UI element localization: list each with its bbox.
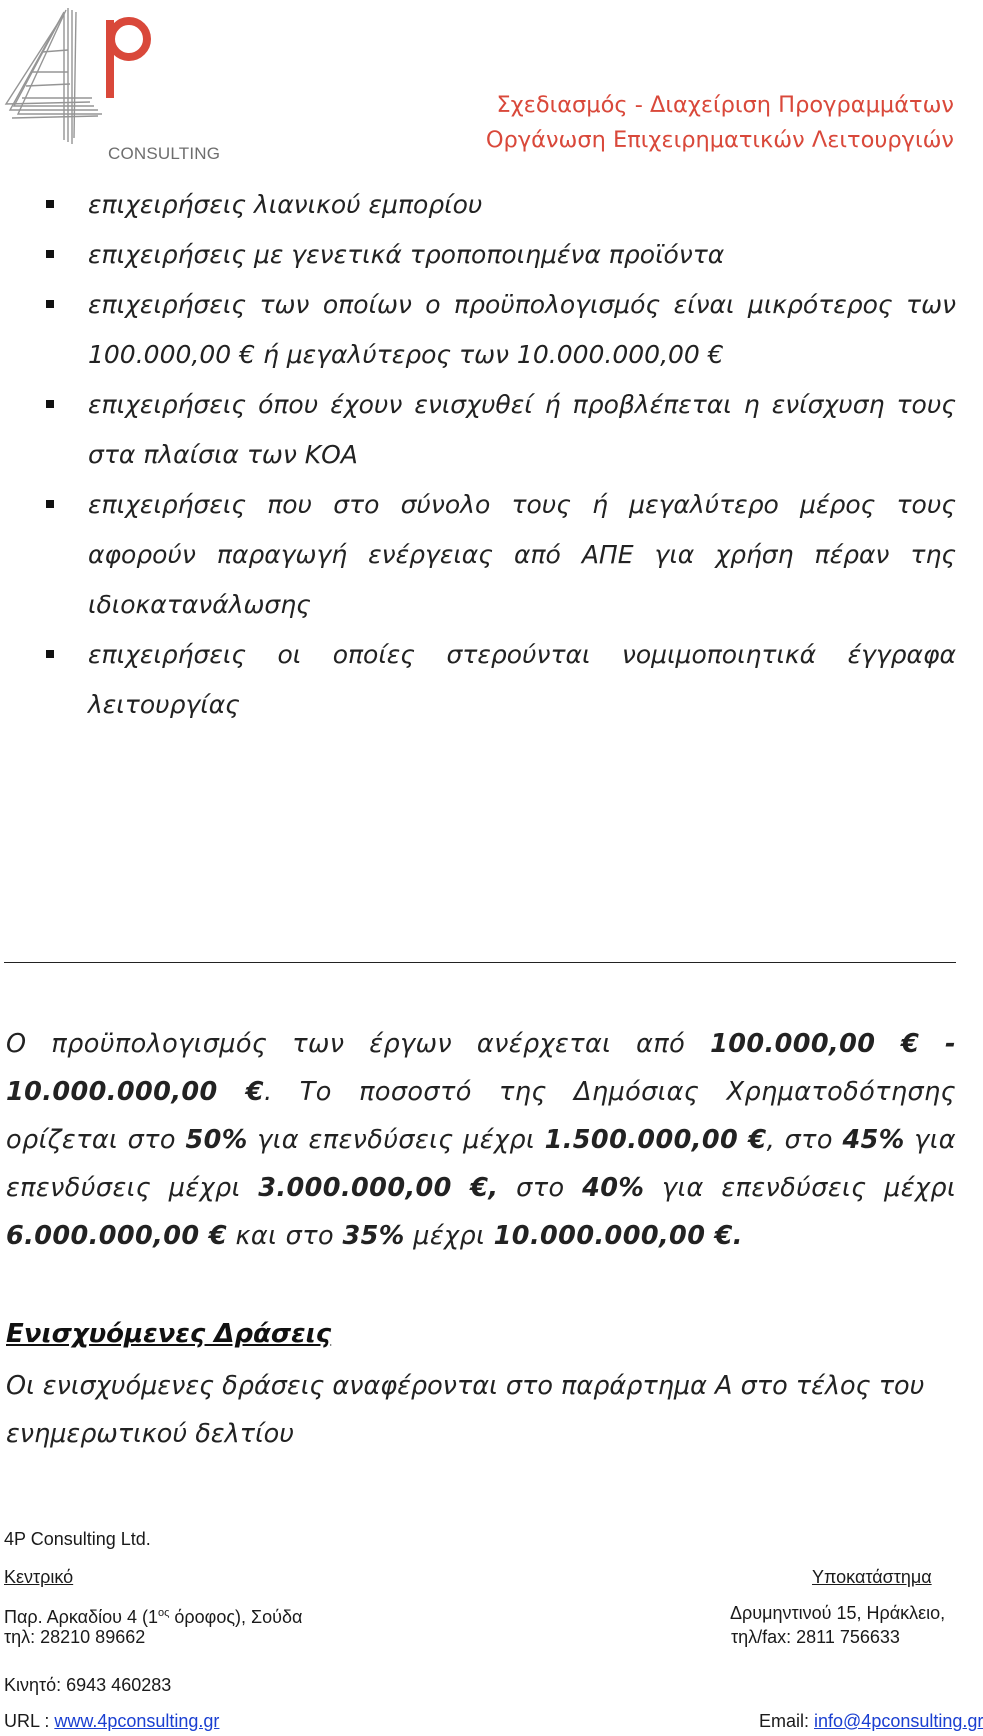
list-item: επιχειρήσεις λιανικού εμπορίου xyxy=(40,180,956,230)
footer-company: 4P Consulting Ltd. xyxy=(4,1529,151,1549)
bullet-square-icon xyxy=(46,250,54,258)
bullet-square-icon xyxy=(46,650,54,658)
list-item: επιχειρήσεις που στο σύνολο τους ή μεγαλύτερο μέρος τους αφορούν παραγωγή ενέργειας από ΑΠΕ για χρήση πέραν της ιδιοκατανάλωσης xyxy=(40,480,956,630)
website-link[interactable]: www.4pconsulting.gr xyxy=(54,1711,220,1731)
footer-url: URL : www.4pconsulting.gr xyxy=(4,1711,220,1731)
footer-hq-label: Κεντρικό xyxy=(4,1567,74,1587)
list-item: επιχειρήσεις όπου έχουν ενισχυθεί ή προβλέπεται η ενίσχυση τους στα πλαίσια των ΚΟΑ xyxy=(40,380,956,480)
footer-branch-address: Δρυμηντινού 15, Ηράκλειο, xyxy=(730,1603,946,1623)
bullet-square-icon xyxy=(46,500,54,508)
footer-branch-phone: τηλ/fax: 2811 756633 xyxy=(731,1627,900,1647)
footer-mobile: Κινητό: 6943 460283 xyxy=(4,1675,172,1695)
list-item: επιχειρήσεις οι οποίες στερούνται νομιμοποιητικά έγγραφα λειτουργίας xyxy=(40,630,956,730)
tagline-line-1: Σχεδιασμός - Διαχείριση Προγραμμάτων xyxy=(496,92,954,118)
footer-hq-address: Παρ. Αρκαδίου 4 ($1^{o\varsigma}$ όροφος), Σούδα xyxy=(4,1607,303,1627)
bullet-square-icon xyxy=(46,400,54,408)
company-logo xyxy=(2,2,222,168)
tagline-line-2: Οργάνωση Επιχειρηματικών Λειτουργιών xyxy=(485,127,954,153)
supported-actions-text: Οι ενισχυόμενες δράσεις αναφέρονται στο παράρτημα Α στο τέλος του ενημερωτικού δελτίου xyxy=(6,1371,925,1449)
list-item: επιχειρήσεις με γενετικά τροποποιημένα προϊόντα xyxy=(40,230,956,280)
bullet-square-icon xyxy=(46,200,54,208)
email-link[interactable]: info@4pconsulting.gr xyxy=(814,1711,983,1731)
bullet-square-icon xyxy=(46,300,54,308)
horizontal-divider xyxy=(4,962,956,963)
footer-hq-phone: τηλ: 28210 89662 xyxy=(4,1627,146,1647)
tagline xyxy=(486,88,954,158)
section-title-supported-actions: Ενισχυόμενες Δράσεις xyxy=(6,1319,332,1349)
footer-branch-label: Υποκατάστημα xyxy=(812,1567,932,1587)
budget-paragraph: Ο προϋπολογισμός των έργων ανέρχεται από 100.000,00 € - 10.000.000,00 €. Το ποσοστό της Δημόσιας Χρηματοδότησης ορίζεται στο 50% για επενδύσεις μέχρι 1.500.000,00 €, στο 45% για επενδύσεις μέχρι 3.000.000,00 €, στο 40% για επενδύσεις μέχρι 6.000.000,00 € και στο 35% μέχρι 10.000.000,00 €. xyxy=(6,1029,957,1251)
logo-text: CONSULTING xyxy=(108,144,221,163)
footer-email: Email: info@4pconsulting.gr xyxy=(759,1711,983,1731)
list-item: επιχειρήσεις των οποίων ο προϋπολογισμός είναι μικρότερος των 100.000,00 € ή μεγαλύτερος των 10.000.000,00 € xyxy=(40,280,956,380)
exclusions-list xyxy=(40,180,956,730)
logo-4p-icon xyxy=(2,2,172,152)
